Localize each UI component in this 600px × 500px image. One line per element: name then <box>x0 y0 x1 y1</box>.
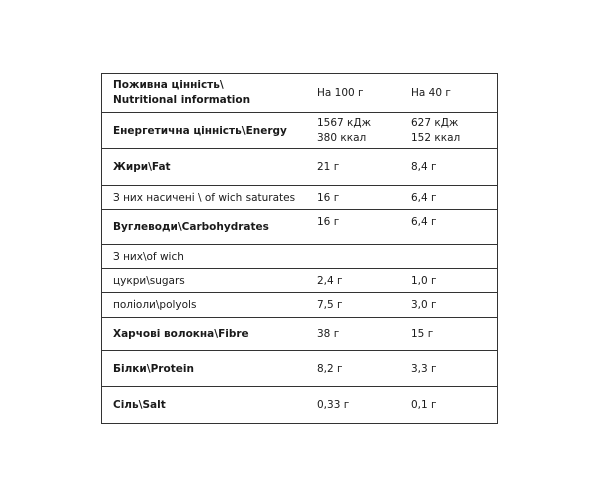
table-header-row <box>102 74 497 113</box>
value-per100-kcal: 380 ккал <box>317 131 367 144</box>
header-title-en: Nutritional information <box>113 94 251 106</box>
value-per100: 7,5 г <box>317 299 343 311</box>
nutrient-name: Вуглеводи\Carbohydrates <box>113 221 269 233</box>
value-per40: 3,3 г <box>411 362 437 375</box>
nutrient-name: Жири\Fat <box>113 161 171 173</box>
table-row-fat <box>102 149 497 186</box>
value-per40-kj: 627 кДж <box>411 116 459 129</box>
value-per40 <box>397 116 497 146</box>
value-per40: 6,4 г <box>411 216 437 228</box>
value-per40: 8,4 г <box>411 161 437 173</box>
nutrient-name: поліоли\polyols <box>113 299 197 311</box>
nutrition-table <box>101 73 498 424</box>
header-title-ua: Поживна цінність\ <box>113 79 224 91</box>
nutrient-name: Білки\Protein <box>113 362 194 375</box>
value-per100: 16 г <box>317 216 340 228</box>
nutrient-name: З них насичені \ of wich saturates <box>113 191 296 204</box>
header-nutrient-cell <box>102 78 304 108</box>
value-per100: 21 г <box>317 161 340 173</box>
table-row-energy <box>102 113 497 149</box>
value-per40-kcal: 152 ккал <box>411 131 461 144</box>
table-row-polyols <box>102 293 497 318</box>
table-row-of-which <box>102 245 497 269</box>
table-row-protein <box>102 351 497 387</box>
nutrient-name: Сіль\Salt <box>113 399 166 411</box>
value-per40: 6,4 г <box>411 191 437 204</box>
nutrient-name: Харчові волокна\Fibre <box>113 328 249 340</box>
table-row-sugars <box>102 269 497 293</box>
value-per100: 2,4 г <box>317 274 343 287</box>
nutrient-name: З них\of wich <box>113 250 184 263</box>
value-per40: 1,0 г <box>411 274 437 287</box>
header-per100: На 100 г <box>317 87 364 99</box>
value-per40: 3,0 г <box>411 299 437 311</box>
value-per40: 0,1 г <box>411 399 437 411</box>
table-row-saturates <box>102 186 497 210</box>
value-per100: 38 г <box>317 328 340 340</box>
table-row-fibre <box>102 318 497 351</box>
value-per100: 8,2 г <box>317 362 343 375</box>
table-row-carbohydrates <box>102 210 497 245</box>
header-per40: На 40 г <box>411 87 451 99</box>
value-per40: 15 г <box>411 328 434 340</box>
nutrient-name: Енергетична цінність\Energy <box>113 124 287 137</box>
value-per100 <box>304 116 397 146</box>
value-per100: 0,33 г <box>317 399 350 411</box>
value-per100: 16 г <box>317 191 340 204</box>
nutrient-name: цукри\sugars <box>113 274 185 287</box>
table-row-salt <box>102 387 497 423</box>
value-per100-kj: 1567 кДж <box>317 116 372 129</box>
